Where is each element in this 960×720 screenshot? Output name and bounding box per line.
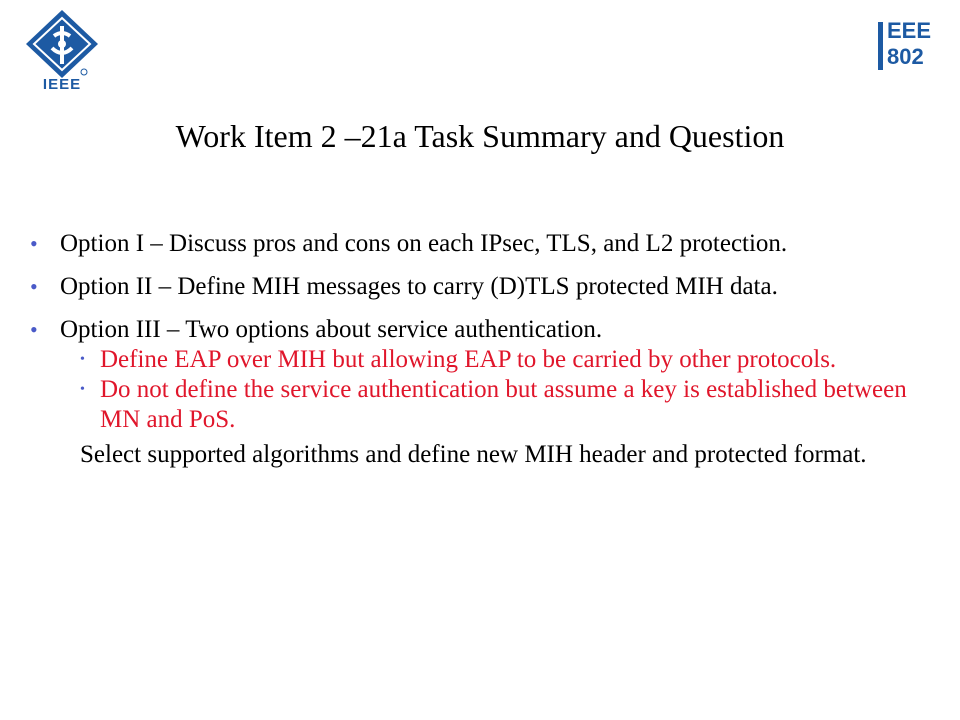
slide-body — [30, 229, 910, 470]
note-text: Select supported algorithms and define new MIH header and protected format. — [80, 441, 867, 468]
ieee-802-top: EEE — [887, 18, 932, 43]
sub-bullet-item — [30, 375, 910, 435]
bullet-dot-icon: • — [30, 231, 38, 256]
ieee-802-logo — [874, 18, 938, 74]
sub-bullet-text: Do not define the service authentication but assume a key is established between MN and PoS. — [100, 376, 907, 433]
bullet-item — [30, 272, 910, 302]
sub-bullet-item — [30, 345, 910, 375]
bullet-text: Option II – Define MIH messages to carry (D)TLS protected MIH data. — [60, 273, 778, 300]
ieee-802-bar — [878, 22, 883, 70]
bullet-dot-icon: • — [30, 274, 38, 299]
ieee-logo — [22, 8, 102, 96]
sub-bullet-dot-icon: • — [80, 352, 85, 367]
bullet-text: Option III – Two options about service authentication. — [60, 316, 603, 343]
sub-bullet-dot-icon: • — [80, 382, 85, 397]
bullet-item — [30, 229, 910, 259]
bullet-dot-icon: • — [30, 317, 38, 342]
bullet-item — [30, 315, 910, 345]
sub-bullet-text: Define EAP over MIH but allowing EAP to be carried by other protocols. — [100, 346, 837, 373]
ieee-802-bottom: 802 — [887, 44, 924, 69]
bullet-text: Option I – Discuss pros and cons on each IPsec, TLS, and L2 protection. — [60, 230, 788, 257]
ieee-wordmark: IEEE — [42, 76, 82, 93]
slide-title: Work Item 2 –21a Task Summary and Question — [175, 118, 785, 154]
